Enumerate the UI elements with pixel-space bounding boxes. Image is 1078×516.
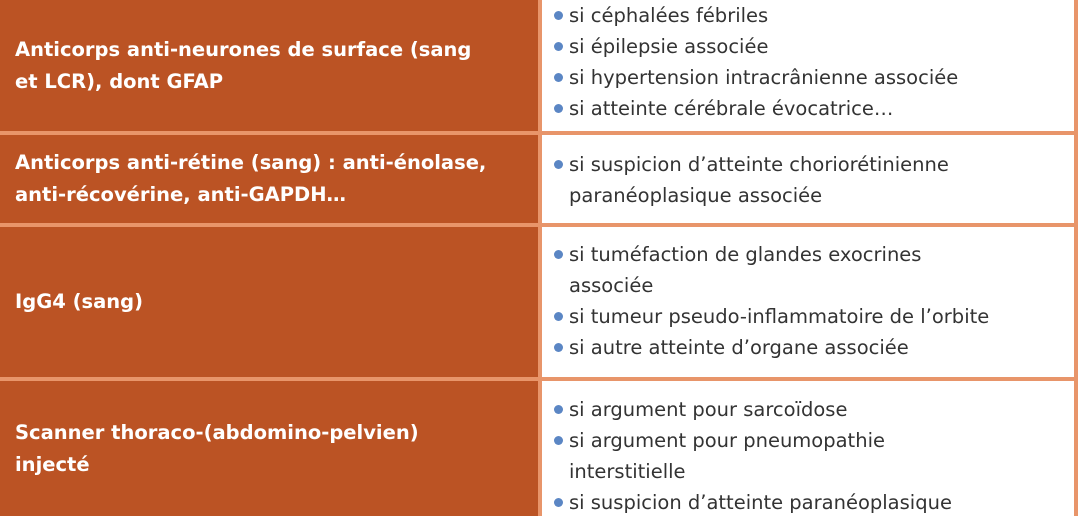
table-row [0, 0, 1078, 131]
bullet-dot-icon [554, 405, 563, 414]
indication-item [554, 301, 1074, 332]
exam-label-line: Anticorps anti-neurones de surface (sang [15, 37, 472, 61]
table-row [0, 227, 1078, 377]
exam-label-line: Anticorps anti-rétine (sang) : anti-énolase, [15, 151, 487, 174]
indication-text: si tumeur pseudo-inflammatoire de l’orbite [569, 305, 990, 328]
indication-text: si hypertension intracrânienne associée [569, 66, 959, 89]
indication-text: si atteinte cérébrale évocatrice… [569, 97, 894, 120]
bullet-dot-icon [554, 436, 563, 445]
exam-label-line: et LCR), dont GFAP [15, 69, 224, 93]
indication-item [554, 425, 1074, 487]
bullet-dot-icon [554, 42, 563, 51]
exam-label-cell [0, 0, 538, 131]
exam-label-line: IgG4 (sang) [15, 290, 144, 313]
exam-label-line: Scanner thoraco-(abdomino-pelvien) [15, 420, 419, 444]
exam-label-cell [0, 227, 538, 377]
indication-text: si argument pour sarcoïdose [569, 398, 848, 421]
indication-text: si suspicion d’atteinte choriorétinienne [569, 153, 949, 176]
exam-label-cell [0, 135, 538, 223]
indication-text: si céphalées fébriles [569, 4, 769, 27]
bullet-dot-icon [554, 312, 563, 321]
indication-item [554, 394, 1074, 425]
indication-text: interstitielle [569, 460, 686, 483]
indication-item [554, 149, 1074, 211]
indication-text: si épilepsie associée [569, 35, 769, 58]
indication-cell [542, 135, 1074, 223]
bullet-dot-icon [554, 11, 563, 20]
indication-item [554, 31, 1074, 62]
bullet-dot-icon [554, 498, 563, 507]
indication-text: si argument pour pneumopathie [569, 429, 885, 452]
indication-item [554, 0, 1074, 31]
exam-label-cell [0, 381, 538, 516]
indication-text: paranéoplasique associée [569, 184, 823, 207]
bullet-dot-icon [554, 343, 563, 352]
indication-item [554, 93, 1074, 124]
indication-text: si autre atteinte d’organe associée [569, 336, 909, 359]
indication-item [554, 487, 1074, 516]
bullet-dot-icon [554, 73, 563, 82]
exam-label-line: injecté [15, 452, 90, 476]
indication-item [554, 239, 1074, 301]
indication-cell [542, 0, 1074, 131]
indication-item [554, 332, 1074, 363]
indication-cell [542, 381, 1074, 516]
indication-text: si tuméfaction de glandes exocrines [569, 243, 922, 266]
indication-item [554, 62, 1074, 93]
indication-text: associée [569, 274, 654, 297]
bullet-dot-icon [554, 104, 563, 113]
table-row [0, 135, 1078, 223]
table-row [0, 381, 1078, 516]
indication-text: si suspicion d’atteinte paranéoplasique [569, 491, 952, 514]
exam-label-line: anti-récovérine, anti-GAPDH… [15, 183, 347, 206]
indication-cell [542, 227, 1074, 377]
bullet-dot-icon [554, 250, 563, 259]
bullet-dot-icon [554, 160, 563, 169]
